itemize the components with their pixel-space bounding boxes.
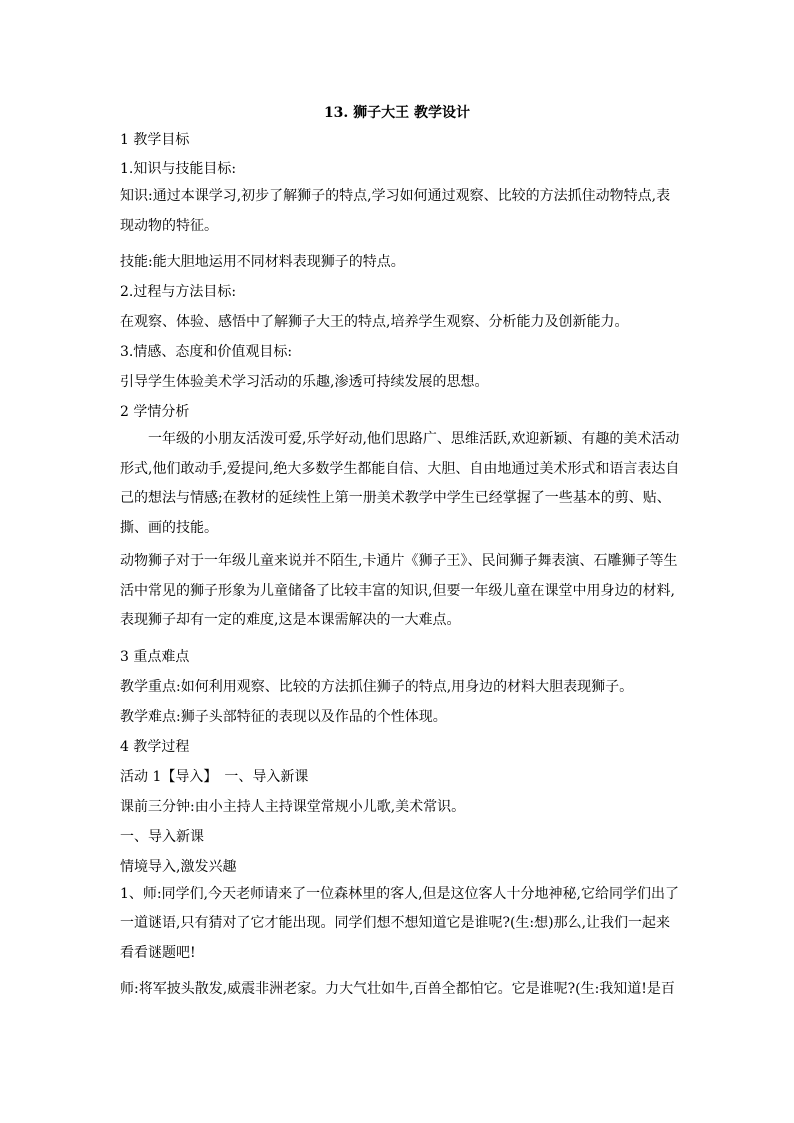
subheading-process-method: 2.过程与方法目标: bbox=[120, 284, 237, 300]
paragraph-emotion: 引导学生体验美术学习活动的乐趣,渗透可持续发展的思想。 bbox=[120, 374, 489, 390]
document-body bbox=[120, 131, 680, 998]
subheading-introduction: 一、导入新课 bbox=[120, 828, 204, 845]
section-heading-objectives: 1 教学目标 bbox=[120, 132, 190, 148]
paragraph-lion-familiarity: 动物狮子对于一年级儿童来说并不陌生,卡通片《狮子王》、民间狮子舞表演、石雕狮子等生活中常见的狮子形象为儿童储备了比较丰富的知识,但要一年级儿童在课堂中用身边的材料,表现狮子却有一定的难度,这是本课需解决的一大难点。 bbox=[120, 553, 678, 628]
paragraph-process: 在观察、体验、感悟中了解狮子大王的特点,培养学生观察、分析能力及创新能力。 bbox=[120, 314, 629, 330]
subheading-knowledge-skills: 1.知识与技能目标: bbox=[120, 161, 237, 177]
paragraph-student-analysis: 一年级的小朋友活泼可爱,乐学好动,他们思路广、思维活跃,欢迎新颖、有趣的美术活动形式,他们敢动手,爱提问,绝大多数学生都能自信、大胆、自由地通过美术形式和语言表达自己的想法与情感;在教材的延续性上第一册美术教学中学生已经掌握了一些基本的剪、贴、撕、画的技能。 bbox=[120, 431, 680, 536]
activity-heading: 活动 1【导入】 一、导入新课 bbox=[120, 768, 309, 785]
paragraph-teacher-riddle-intro: 1、师:同学们,今天老师请来了一位森林里的客人,但是这位客人十分地神秘,它给同学们出了一道谜语,只有猜对了它才能出现。同学们想不想知道它是谁呢?(生:想)那么,让我们一起来看看谜题吧! bbox=[120, 885, 679, 961]
paragraph-riddle: 师:将军披头散发,威震非洲老家。力大气壮如牛,百兽全都怕它。它是谁呢?(生:我知道!是百 bbox=[120, 981, 675, 997]
section-heading-process: 4 教学过程 bbox=[120, 738, 190, 755]
paragraph-pre-class: 课前三分钟:由小主持人主持课堂常规小儿歌,美术常识。 bbox=[120, 798, 466, 815]
subheading-emotion-values: 3.情感、态度和价值观目标: bbox=[120, 344, 293, 360]
section-heading-key-points: 3 重点难点 bbox=[120, 648, 190, 665]
paragraph-knowledge: 知识:通过本课学习,初步了解狮子的特点,学习如何通过观察、比较的方法抓住动物特点,表现动物的特征。 bbox=[120, 188, 671, 234]
paragraph-key-point: 教学重点:如何利用观察、比较的方法抓住狮子的特点,用身边的材料大胆表现狮子。 bbox=[120, 678, 634, 695]
paragraph-difficulty: 教学难点:狮子头部特征的表现以及作品的个性体现。 bbox=[120, 708, 447, 725]
section-heading-analysis: 2 学情分析 bbox=[120, 404, 190, 420]
subheading-scenario: 情境导入,激发兴趣 bbox=[120, 858, 237, 875]
paragraph-skills: 技能:能大胆地运用不同材料表现狮子的特点。 bbox=[120, 254, 405, 270]
document-title: 13. 狮子大王 教学设计 bbox=[323, 105, 471, 121]
